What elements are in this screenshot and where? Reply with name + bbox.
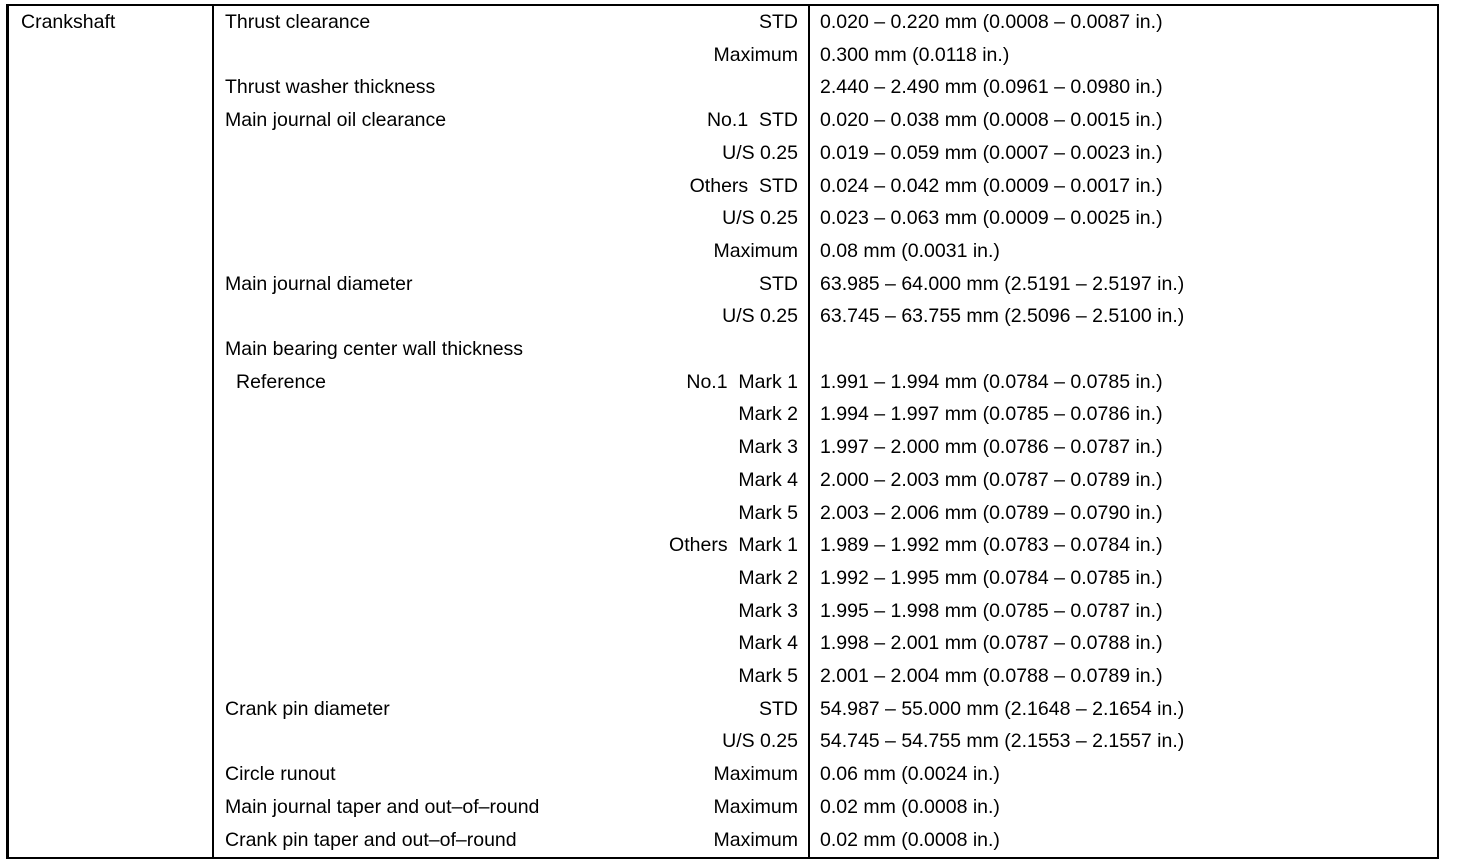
spec-value: 1.992 – 1.995 mm (0.0784 – 0.0785 in.): [820, 566, 1163, 589]
table-row: [0, 104, 1472, 137]
spec-value: 1.997 – 2.000 mm (0.0786 – 0.0787 in.): [820, 436, 1163, 459]
spec-value: 1.994 – 1.997 mm (0.0785 – 0.0786 in.): [820, 403, 1163, 426]
spec-value: 0.024 – 0.042 mm (0.0009 – 0.0017 in.): [820, 174, 1163, 197]
spec-condition: No.1 Mark 1: [686, 370, 798, 393]
spec-item: Crank pin diameter: [225, 697, 390, 720]
table-row: [0, 235, 1472, 268]
spec-value: 2.000 – 2.003 mm (0.0787 – 0.0789 in.): [820, 468, 1163, 491]
spec-value: 0.02 mm (0.0008 in.): [820, 828, 1000, 851]
spec-condition: U/S 0.25: [722, 730, 798, 753]
table-row: [0, 6, 1472, 39]
table-row: [0, 366, 1472, 399]
spec-item: Main journal diameter: [225, 272, 413, 295]
spec-value: 1.991 – 1.994 mm (0.0784 – 0.0785 in.): [820, 370, 1163, 393]
spec-value: 2.440 – 2.490 mm (0.0961 – 0.0980 in.): [820, 76, 1163, 99]
table-row: [0, 725, 1472, 758]
spec-condition: Mark 2: [738, 566, 798, 589]
spec-condition: No.1 STD: [706, 109, 798, 132]
spec-value: 2.003 – 2.006 mm (0.0789 – 0.0790 in.): [820, 501, 1163, 524]
table-row: [0, 627, 1472, 660]
spec-value: 0.02 mm (0.0008 in.): [820, 795, 1000, 818]
spec-value: 54.987 – 55.000 mm (2.1648 – 2.1654 in.): [820, 697, 1185, 720]
spec-condition: Others STD: [689, 174, 798, 197]
spec-item: Thrust clearance: [225, 11, 371, 33]
component-label: Crankshaft: [21, 11, 116, 33]
table-row: [0, 202, 1472, 235]
spec-value: 0.08 mm (0.0031 in.): [820, 239, 1000, 262]
table-row: [0, 268, 1472, 301]
table-row: [0, 333, 1472, 366]
table-row: [0, 39, 1472, 72]
spec-condition: STD: [759, 697, 798, 720]
table-row: [0, 660, 1472, 693]
spec-condition: Maximum: [713, 828, 798, 851]
table-row: [0, 464, 1472, 497]
table-row: [0, 791, 1472, 824]
table-row: [0, 170, 1472, 203]
spec-condition: U/S 0.25: [722, 207, 798, 230]
table-row: [0, 398, 1472, 431]
spec-item: Reference: [236, 370, 326, 393]
table-row: [0, 758, 1472, 791]
spec-condition: Mark 3: [738, 436, 798, 459]
spec-item: Circle runout: [225, 763, 336, 786]
table-row: [0, 693, 1472, 726]
spec-value: 0.020 – 0.220 mm (0.0008 – 0.0087 in.): [820, 11, 1163, 33]
spec-value: 0.023 – 0.063 mm (0.0009 – 0.0025 in.): [820, 207, 1163, 230]
table-row: [0, 71, 1472, 104]
spec-value: 0.020 – 0.038 mm (0.0008 – 0.0015 in.): [820, 109, 1163, 132]
table-row: [0, 824, 1472, 857]
spec-value: 0.06 mm (0.0024 in.): [820, 763, 1000, 786]
spec-value: 1.995 – 1.998 mm (0.0785 – 0.0787 in.): [820, 599, 1163, 622]
spec-condition: STD: [759, 11, 798, 33]
table-row: [0, 431, 1472, 464]
spec-condition: Mark 3: [738, 599, 798, 622]
spec-value: 0.300 mm (0.0118 in.): [820, 43, 1010, 66]
spec-condition: U/S 0.25: [722, 141, 798, 164]
spec-item: Main bearing center wall thickness: [225, 338, 524, 360]
table-row: [0, 595, 1472, 628]
spec-item: Crank pin taper and out–of–round: [225, 828, 517, 851]
spec-value: 54.745 – 54.755 mm (2.1553 – 2.1557 in.): [820, 730, 1185, 753]
spec-value: 63.985 – 64.000 mm (2.5191 – 2.5197 in.): [820, 272, 1185, 295]
spec-value: 1.998 – 2.001 mm (0.0787 – 0.0788 in.): [820, 632, 1163, 655]
spec-value: 1.989 – 1.992 mm (0.0783 – 0.0784 in.): [820, 534, 1163, 557]
spec-item: Main journal taper and out–of–round: [225, 795, 540, 818]
table-row: [0, 529, 1472, 562]
spec-condition: Maximum: [713, 43, 798, 66]
spec-condition: Mark 4: [738, 468, 798, 491]
spec-condition: Mark 4: [738, 632, 798, 655]
spec-condition: Mark 2: [738, 403, 798, 426]
spec-condition: STD: [759, 272, 798, 295]
spec-value: 0.019 – 0.059 mm (0.0007 – 0.0023 in.): [820, 141, 1163, 164]
table-row: [0, 497, 1472, 530]
table-row: [0, 300, 1472, 333]
spec-condition: Others Mark 1: [669, 534, 798, 557]
spec-condition: U/S 0.25: [722, 305, 798, 328]
spec-condition: Mark 5: [738, 501, 798, 524]
spec-value: 63.745 – 63.755 mm (2.5096 – 2.5100 in.): [820, 305, 1185, 328]
spec-item: Main journal oil clearance: [225, 109, 447, 132]
table-row: [0, 562, 1472, 595]
spec-condition: Mark 5: [738, 665, 798, 687]
spec-condition: Maximum: [713, 239, 798, 262]
spec-value: 2.001 – 2.004 mm (0.0788 – 0.0789 in.): [820, 665, 1163, 687]
spec-condition: Maximum: [713, 763, 798, 786]
spec-condition: Maximum: [713, 795, 798, 818]
table-row: [0, 137, 1472, 170]
spec-item: Thrust washer thickness: [225, 76, 436, 99]
